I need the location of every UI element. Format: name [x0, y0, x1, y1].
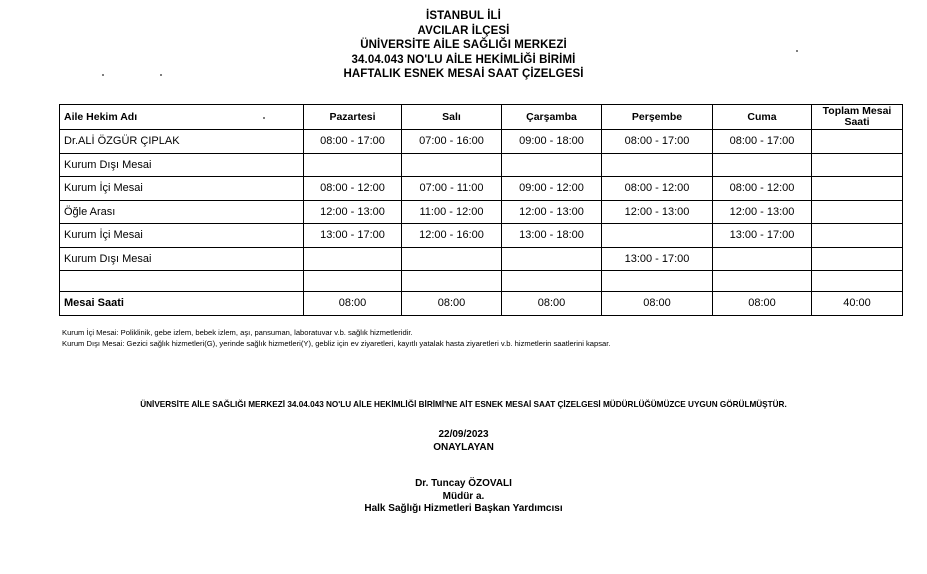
table-cell: 12:00 - 13:00	[602, 200, 713, 224]
table-cell	[812, 271, 903, 292]
table-cell: 12:00 - 13:00	[713, 200, 812, 224]
row-label: Kurum Dışı Mesai	[60, 153, 304, 177]
header-district: AVCILAR İLÇESİ	[417, 24, 510, 37]
column-header: Aile Hekim Adı	[60, 105, 304, 130]
table-cell: 07:00 - 16:00	[402, 130, 502, 154]
table-row	[60, 177, 903, 201]
header-unit: 34.04.043 NO'LU AİLE HEKİMLİĞİ BİRİMİ	[351, 53, 576, 66]
table-row-empty	[60, 271, 903, 292]
table-cell	[812, 224, 903, 248]
column-header: Toplam Mesai Saati	[812, 105, 903, 130]
table-row	[60, 130, 903, 154]
scan-speck	[263, 117, 265, 119]
column-header: Çarşamba	[502, 105, 602, 130]
table-cell: 08:00 - 12:00	[602, 177, 713, 201]
signatory-name: Dr. Tuncay ÖZOVALI	[415, 478, 512, 489]
table-cell	[812, 247, 903, 271]
column-header: Salı	[402, 105, 502, 130]
table-total-row	[60, 292, 903, 316]
table-cell	[402, 247, 502, 271]
table-cell	[812, 153, 903, 177]
table-cell: 12:00 - 13:00	[304, 200, 402, 224]
table-cell	[602, 153, 713, 177]
table-cell	[602, 271, 713, 292]
table-cell	[713, 271, 812, 292]
table-cell	[304, 271, 402, 292]
table-cell: 07:00 - 11:00	[402, 177, 502, 201]
table-cell	[502, 153, 602, 177]
table-cell: 09:00 - 12:00	[502, 177, 602, 201]
table-cell: 11:00 - 12:00	[402, 200, 502, 224]
table-cell	[812, 200, 903, 224]
approval-date: 22/09/2023	[438, 429, 489, 440]
scan-speck	[102, 74, 104, 76]
total-cell: 08:00	[502, 292, 602, 316]
header-title: HAFTALIK ESNEK MESAİ SAAT ÇİZELGESİ	[343, 68, 584, 80]
table-cell	[402, 271, 502, 292]
table-cell	[812, 130, 903, 154]
table-cell: 08:00 - 12:00	[713, 177, 812, 201]
approval-statement: ÜNİVERSİTE AİLE SAĞLIĞI MERKEZİ 34.04.043 NO'LU AİLE HEKİMLİĞİ BİRİMİ'NE AİT ESNEK MESAİ SAAT ÇİZELGESİ MÜDÜRLÜĞÜMÜZCE UYGUN GÖRÜLMÜŞTÜR.	[140, 400, 787, 409]
table-cell	[812, 177, 903, 201]
table-row	[60, 247, 903, 271]
column-header: Cuma	[713, 105, 812, 130]
table-cell	[713, 153, 812, 177]
table-cell: 13:00 - 18:00	[502, 224, 602, 248]
table-cell	[713, 247, 812, 271]
row-label: Kurum İçi Mesai	[60, 177, 304, 201]
table-row	[60, 224, 903, 248]
grand-total-cell: 40:00	[812, 292, 903, 316]
header-province: İSTANBUL İLİ	[426, 10, 501, 22]
table-cell: 12:00 - 16:00	[402, 224, 502, 248]
signature-block	[0, 429, 927, 516]
row-label: Öğle Arası	[60, 200, 304, 224]
table-cell: 08:00 - 17:00	[304, 130, 402, 154]
table-cell: 13:00 - 17:00	[602, 247, 713, 271]
scan-speck	[796, 50, 798, 52]
table-header-row	[60, 105, 903, 130]
table-cell: 13:00 - 17:00	[304, 224, 402, 248]
table-cell	[402, 153, 502, 177]
table-cell	[502, 271, 602, 292]
table-cell	[602, 224, 713, 248]
table-cell: 09:00 - 18:00	[502, 130, 602, 154]
table-cell: 08:00 - 17:00	[602, 130, 713, 154]
approved-by-label: ONAYLAYAN	[433, 441, 494, 453]
header-center: ÜNİVERSİTE AİLE SAĞLIĞI MERKEZİ	[360, 39, 567, 51]
table-cell	[502, 247, 602, 271]
row-label: Kurum İçi Mesai	[60, 224, 304, 248]
total-label: Mesai Saati	[60, 292, 304, 316]
table-cell: 12:00 - 13:00	[502, 200, 602, 224]
table-cell	[304, 247, 402, 271]
schedule-table	[59, 104, 903, 316]
signatory-title: Müdür a.	[442, 490, 485, 502]
table-cell: 08:00 - 17:00	[713, 130, 812, 154]
row-label: Kurum Dışı Mesai	[60, 247, 304, 271]
table-cell: 13:00 - 17:00	[713, 224, 812, 248]
total-cell: 08:00	[402, 292, 502, 316]
document-header	[0, 9, 927, 82]
signatory-position: Halk Sağlığı Hizmetleri Başkan Yardımcısı	[364, 503, 563, 514]
row-label: Dr.ALİ ÖZGÜR ÇIPLAK	[60, 130, 304, 154]
total-cell: 08:00	[602, 292, 713, 316]
footnote-internal: Kurum İçi Mesai: Poliklinik, gebe izlem, bebek izlem, aşı, pansuman, laboratuvar v.b. sağlık hizmetleridir.	[62, 328, 413, 337]
total-cell: 08:00	[304, 292, 402, 316]
table-row	[60, 153, 903, 177]
column-header: Pazartesi	[304, 105, 402, 130]
footnotes	[62, 327, 610, 349]
column-header: Perşembe	[602, 105, 713, 130]
scan-speck	[160, 74, 162, 76]
total-cell: 08:00	[713, 292, 812, 316]
table-row	[60, 200, 903, 224]
row-label	[60, 271, 304, 292]
footnote-external: Kurum Dışı Mesai: Gezici sağlık hizmetleri(G), yerinde sağlık hizmetleri(Y), gebliz için ev ziyaretleri, kayıtlı yatalak hasta ziyaretleri v.b. hizmetlerin saatlerini kapsar.	[62, 339, 611, 348]
table-cell	[304, 153, 402, 177]
table-cell: 08:00 - 12:00	[304, 177, 402, 201]
